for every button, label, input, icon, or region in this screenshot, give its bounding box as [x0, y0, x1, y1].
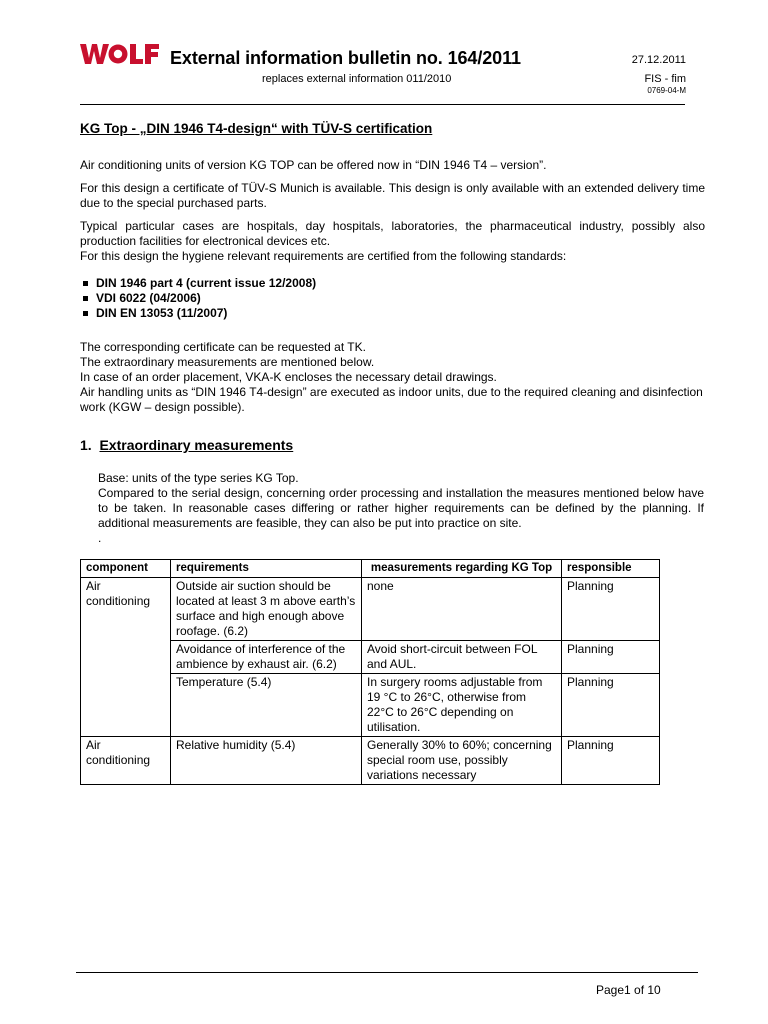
page-number: Page1 of 10	[596, 983, 661, 997]
standard-item: VDI 6022 (04/2006)	[80, 291, 316, 306]
standard-item: DIN EN 13053 (11/2007)	[80, 306, 316, 321]
base-text-block	[98, 471, 704, 546]
note-line-1: The corresponding certificate can be requested at TK.	[80, 340, 366, 354]
cell-requirement: Relative humidity (5.4)	[171, 737, 362, 785]
base-line-2: Compared to the serial design, concerning order processing and installation the measures mentioned below have to be taken. In reasonable cases differing or rather higher requirements can be defined by the planning. If additional measurements are feasible, they can also be put into practice on site.	[98, 486, 704, 530]
standard-item: DIN 1946 part 4 (current issue 12/2008)	[80, 276, 316, 291]
replaces-note: replaces external information 011/2010	[262, 73, 452, 85]
chapter-number: 1.	[80, 437, 92, 453]
cell-measurement: none	[362, 578, 562, 641]
cell-responsible: Planning	[562, 674, 660, 737]
chapter-title: Extraordinary measurements	[99, 437, 294, 453]
wolf-logo	[80, 42, 168, 66]
department-code: FIS - fim	[644, 73, 686, 85]
bulletin-title: External information bulletin no. 164/2011	[170, 48, 521, 68]
intro-paragraph-1: Air conditioning units of version KG TOP can be offered now in “DIN 1946 T4 – version”.	[80, 158, 547, 172]
cell-component: Air conditioning	[81, 578, 171, 737]
note-line-3: In case of an order placement, VKA-K encloses the necessary detail drawings.	[80, 370, 497, 384]
header-divider	[80, 104, 685, 105]
measurements-table	[80, 559, 660, 785]
cell-measurement: Avoid short-circuit between FOL and AUL.	[362, 641, 562, 674]
standards-list	[80, 276, 316, 321]
header-measurements: measurements regarding KG Top	[362, 560, 562, 578]
header-requirements: requirements	[171, 560, 362, 578]
bulletin-date: 27.12.2011	[631, 54, 686, 66]
note-line-2: The extraordinary measurements are mentioned below.	[80, 355, 375, 369]
intro-block	[80, 158, 705, 264]
table-header-row	[81, 560, 660, 578]
cell-responsible: Planning	[562, 737, 660, 785]
table-row	[81, 737, 660, 785]
cell-requirement: Outside air suction should be located at least 3 m above earth’s surface and high enough above roofage. (6.2)	[171, 578, 362, 641]
notes-block	[80, 340, 705, 415]
cell-responsible: Planning	[562, 641, 660, 674]
document-number: 0769-04-M	[647, 86, 686, 95]
note-line-4: Air handling units as “DIN 1946 T4-design” are executed as indoor units, due to the required cleaning and disinfection work (KGW – design possible).	[80, 385, 703, 414]
base-line-3: .	[98, 531, 102, 545]
header-responsible: responsible	[562, 560, 660, 578]
cell-requirement: Temperature (5.4)	[171, 674, 362, 737]
header-component: component	[81, 560, 171, 578]
cell-requirement: Avoidance of interference of the ambience by exhaust air. (6.2)	[171, 641, 362, 674]
intro-paragraph-4: For this design the hygiene relevant requirements are certified from the following standards:	[80, 249, 567, 263]
cell-measurement: Generally 30% to 60%; concerning special room use, possibly variations necessary	[362, 737, 562, 785]
table-row	[81, 578, 660, 641]
intro-paragraph-2: For this design a certificate of TÜV-S Munich is available. This design is only available with an extended delivery time due to the special purchased parts.	[80, 181, 705, 210]
cell-responsible: Planning	[562, 578, 660, 641]
base-line-1: Base: units of the type series KG Top.	[98, 471, 299, 485]
cell-component: Air conditioning	[81, 737, 171, 785]
cell-measurement: In surgery rooms adjustable from 19 °C to 26°C, otherwise from 22°C to 26°C depending on utilisation.	[362, 674, 562, 737]
chapter-heading	[80, 437, 293, 453]
footer-divider	[76, 972, 698, 973]
section-title: KG Top - „DIN 1946 T4-design“ with TÜV-S certification	[80, 121, 433, 136]
intro-paragraph-3: Typical particular cases are hospitals, day hospitals, laboratories, the pharmaceutical industry, possibly also production facilities for electronical devices etc.	[80, 219, 705, 248]
